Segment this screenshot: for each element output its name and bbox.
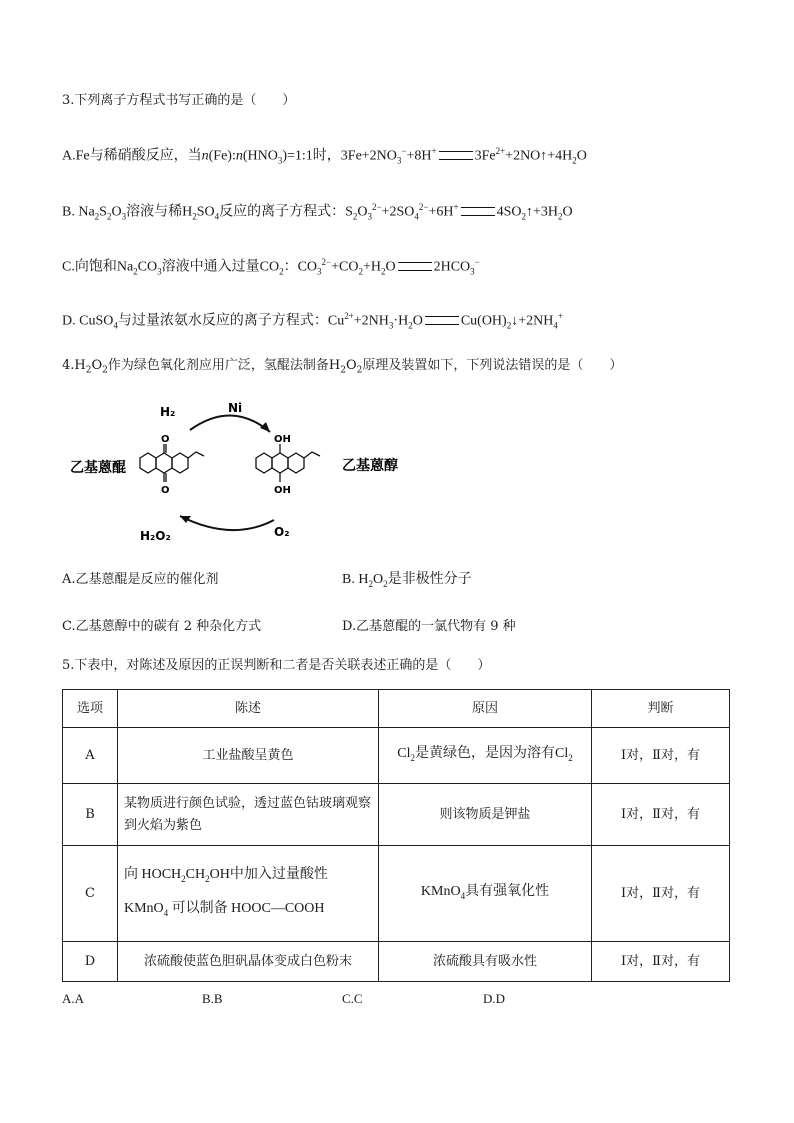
anthraquinone-process-diagram (62, 392, 422, 552)
question-4-stem: $4.H_2O_2$作为绿色氧化剂应用广泛，氢醌法制备$H_2O_2$原理及装置如下，下列说法错误的是（ ） (62, 358, 623, 376)
row-b-statement: 某物质进行颜色试验，透过蓝色钴玻璃观察到火焰为紫色 (118, 784, 379, 846)
row-a-reason-text: 是黄绿色，是因为溶有 (415, 745, 555, 761)
q5-table (62, 689, 730, 982)
q4-option-b-text: 是非极性分子 (387, 572, 472, 587)
q4-stem-mid: 作为绿色氧化剂应用广泛，氢醌法制备 (107, 358, 329, 373)
question-3-stem: 3.下列离子方程式书写正确的是（ ） (62, 93, 296, 108)
row-d-judgement: Ⅰ对，Ⅱ对，有 (592, 942, 730, 982)
ethylanthrahydroquinone-label: 乙基蒽醇 (342, 458, 398, 474)
q5-answer-a: A.A (62, 991, 85, 1006)
header-reason: 原因 (379, 690, 592, 728)
q3-option-d: D. CuSO$_4$与过量浓氨水反应的离子方程式：$Cu^{2+}+2NH_3\cdot H_2O$ $Cu(OH)_2↓+2NH_4^+$ (62, 311, 563, 331)
q3-option-b: B. $Na_2S_2O_3$溶液与稀$H_2SO_4$反应的离子方程式：$S_2O_3^{2-}+2SO_4^{2-}+6H^+$ $4SO_2↑+3H_2O$ (62, 202, 573, 222)
table-row (63, 942, 730, 982)
h2-label: H₂ (160, 405, 176, 419)
header-judgement: 判断 (592, 690, 730, 728)
row-d-option: D (63, 942, 118, 982)
row-a-statement: 工业盐酸呈黄色 (118, 728, 379, 784)
q5-answer-b: B.B (202, 991, 223, 1006)
q5-answer-c: C.C (342, 991, 363, 1006)
ethylanthraquinone-label: 乙基蒽醌 (70, 460, 126, 476)
row-a-judgement: Ⅰ对，Ⅱ对，有 (592, 728, 730, 784)
question-5-stem: 5.下表中，对陈述及原因的正误判断和二者是否关联表述正确的是（ ） (62, 658, 491, 673)
q4-number: 4. (62, 358, 75, 373)
top-arc-arrow (190, 415, 270, 432)
row-c-reason-text: 具有强氧化性 (465, 883, 550, 899)
q4-option-b: B. $H_2O_2$是非极性分子 (342, 572, 472, 589)
carbonyl-o-bottom: O (161, 485, 170, 496)
hydroxyl-top: OH (274, 434, 291, 445)
ni-label: Ni (228, 401, 243, 415)
row-a-reason: $Cl_2$是黄绿色，是因为溶有$Cl_2$ (379, 728, 592, 784)
q4-stem-end: 原理及装置如下，下列说法错误的是（ ） (362, 358, 623, 373)
row-c-option: C (63, 846, 118, 942)
row-a-option: A (63, 728, 118, 784)
row-b-option: B (63, 784, 118, 846)
q4-option-c: C.乙基蒽醇中的碳有 2 种杂化方式 (62, 619, 262, 634)
hydroxyl-bottom: OH (274, 485, 291, 496)
top-arrow-head (260, 422, 270, 432)
carbonyl-o-top: O (161, 434, 170, 445)
row-b-judgement: Ⅰ对，Ⅱ对，有 (592, 784, 730, 846)
q3-a-prefix: A.Fe与稀硝酸反应，当 (62, 148, 202, 164)
row-d-statement: 浓硫酸使蓝色胆矾晶体变成白色粉末 (118, 942, 379, 982)
h2o2-label: H₂O₂ (140, 529, 171, 543)
ethylanthraquinone-structure (140, 444, 204, 482)
header-statement: 陈述 (118, 690, 379, 728)
table-header-row (63, 690, 730, 728)
row-c-reason: KMnO$_4$具有强氧化性 (379, 846, 592, 942)
row-c-statement-suffix: 可以制备 HOOC—COOH (171, 900, 325, 916)
o2-label: O₂ (274, 525, 290, 539)
table-row (63, 784, 730, 846)
bottom-arc-arrow (180, 516, 274, 530)
table-row (63, 728, 730, 784)
header-option: 选项 (63, 690, 118, 728)
row-c-statement: 向 $HOCH_2CH_2OH$中加入过量酸性 KMnO$_4$ 可以制备 HOOC—COOH (118, 846, 379, 942)
row-b-reason: 则该物质是钾盐 (379, 784, 592, 846)
ethylanthrahydroquinone-structure (256, 444, 320, 482)
q5-answer-d: D.D (483, 991, 506, 1006)
row-c-judgement: Ⅰ对，Ⅱ对，有 (592, 846, 730, 942)
q3-option-c: C.向饱和$Na_2CO_3$溶液中通入过量$CO_2$：$CO_3^{2-}+CO_2+H_2O$ $2HCO_3^-$ (62, 257, 480, 277)
q4-option-a: A.乙基蒽醌是反应的催化剂 (62, 572, 219, 587)
q3-option-a: A.Fe与稀硝酸反应，当$n(Fe):n(HNO_3)=1:1$时，$3Fe+2NO_3^-+8H^+$ $3Fe^{2+}+2NO↑+4H_2O$ (62, 146, 587, 166)
table-row (63, 846, 730, 942)
q4-option-d: D.乙基蒽醌的一氯代物有 9 种 (342, 619, 516, 634)
row-d-reason: 浓硫酸具有吸水性 (379, 942, 592, 982)
